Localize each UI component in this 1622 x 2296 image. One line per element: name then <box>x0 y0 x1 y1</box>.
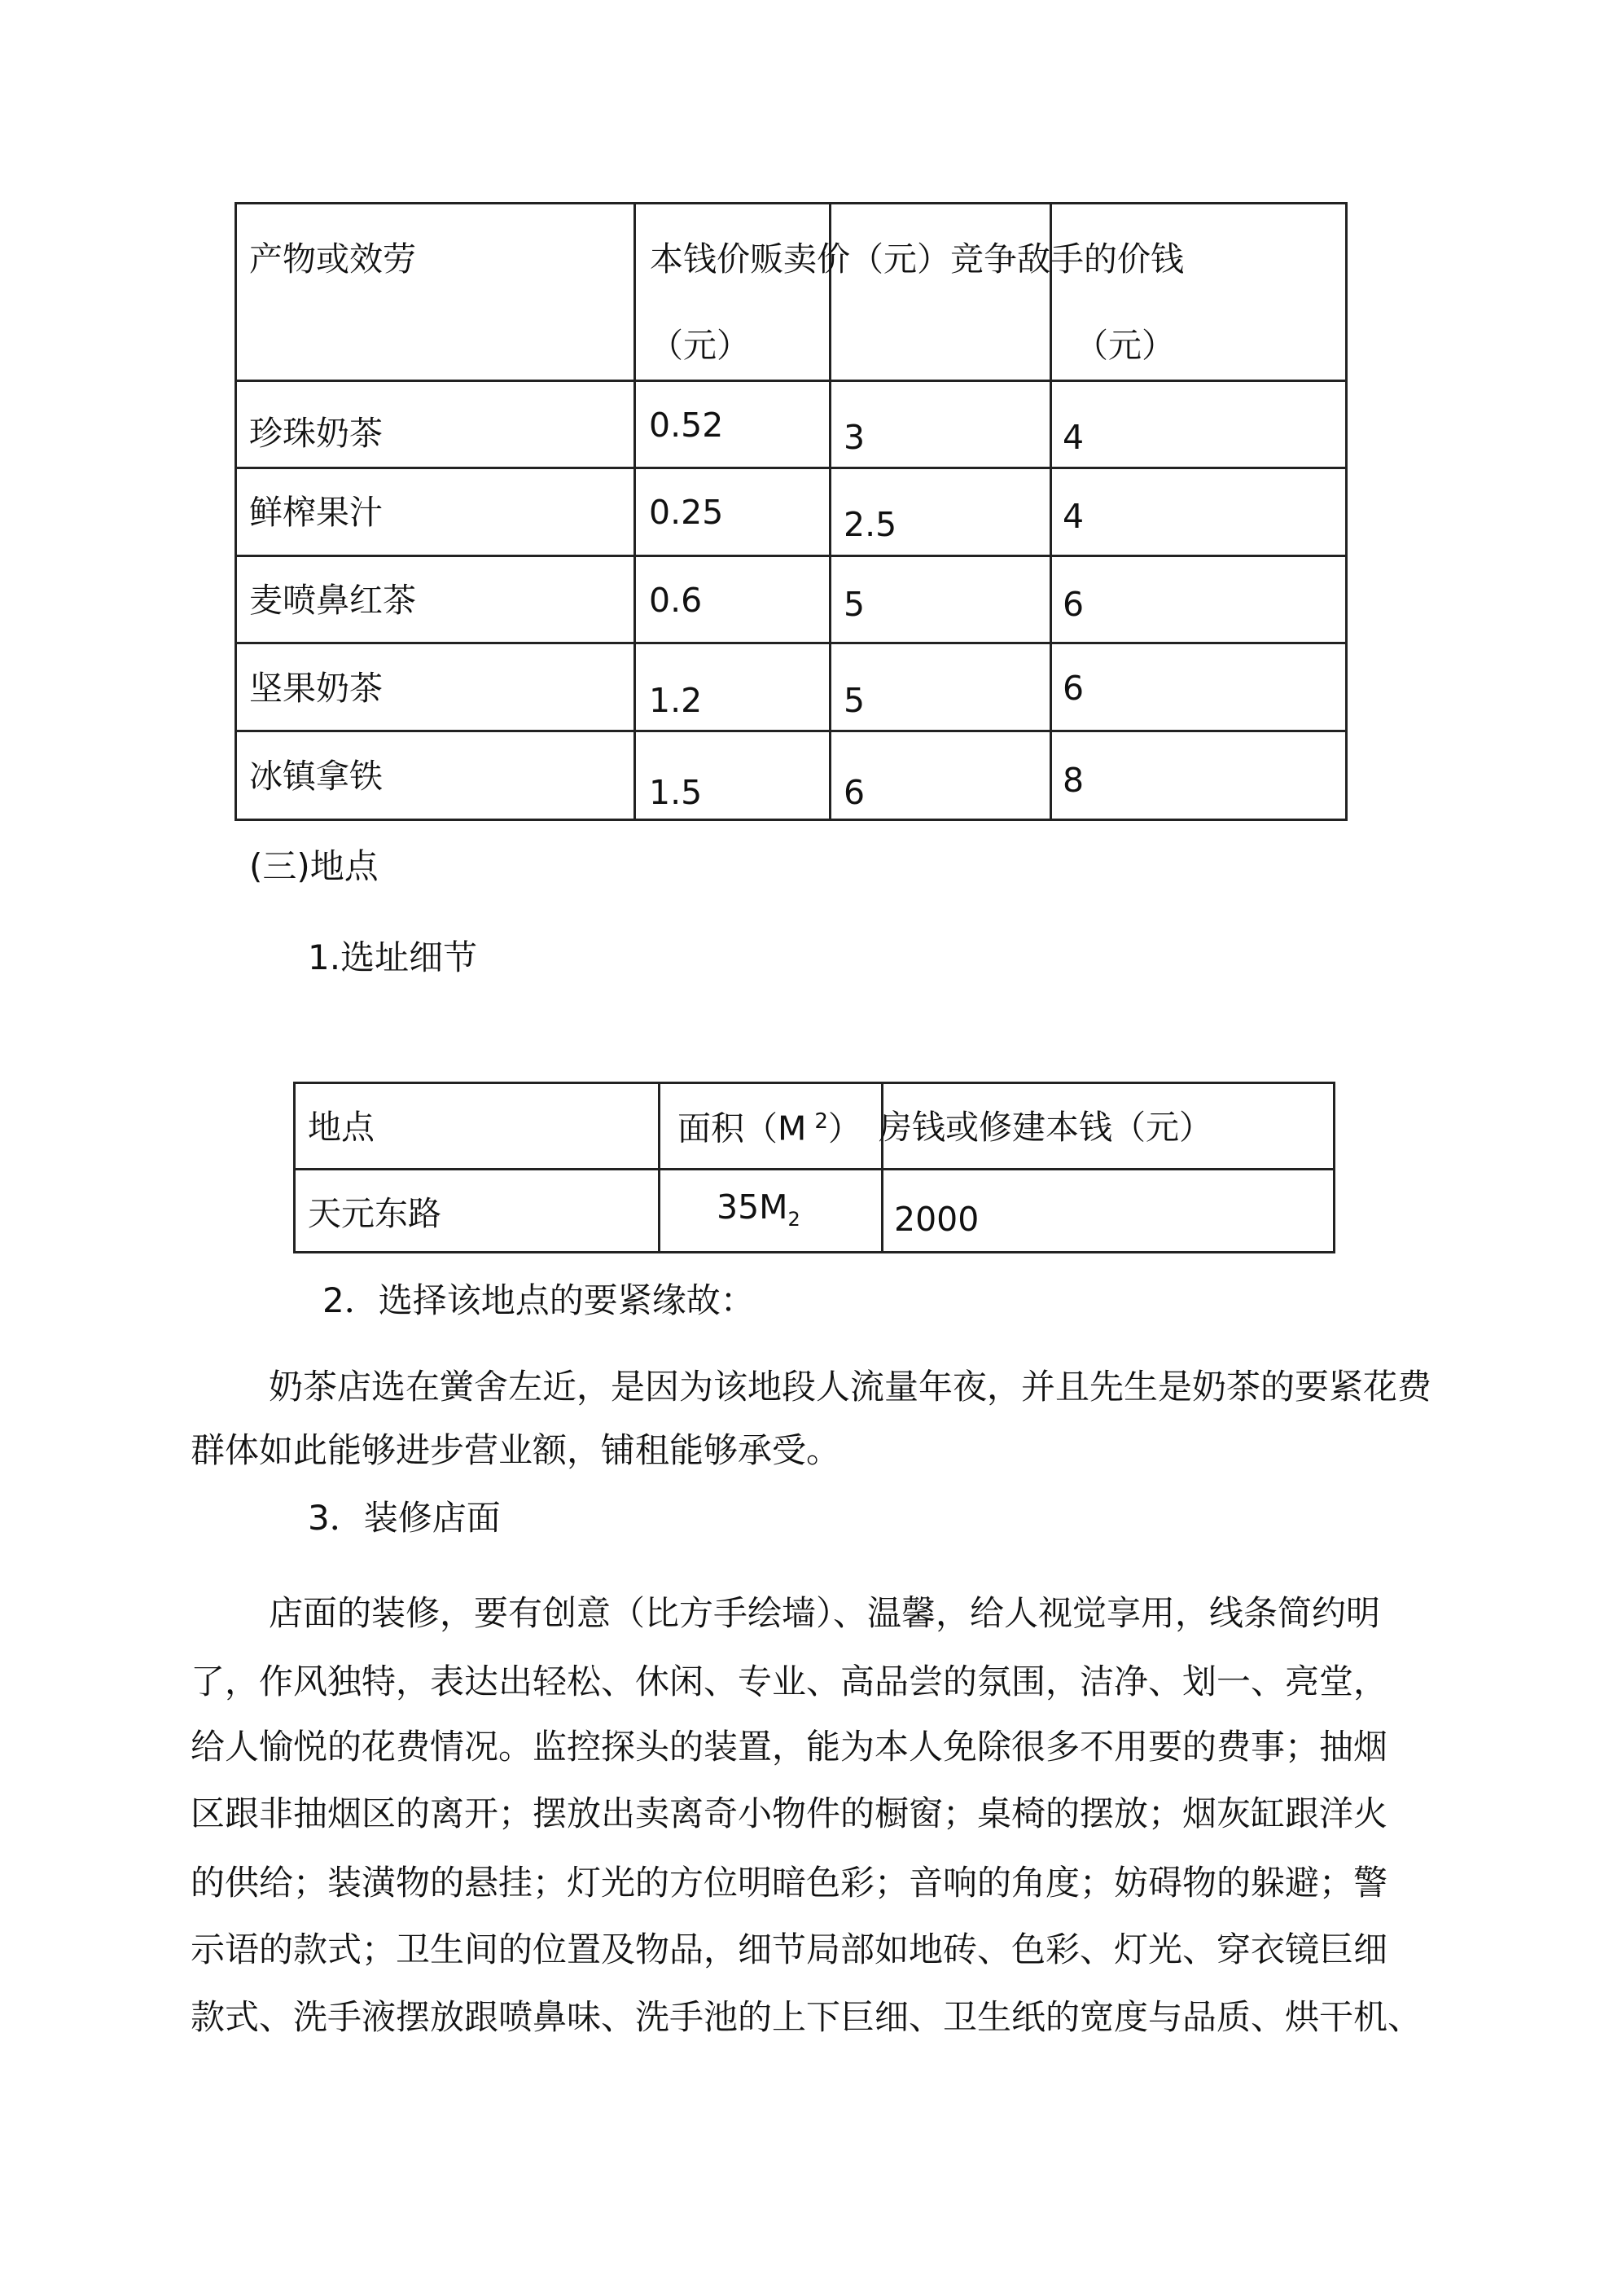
row-name: 鲜榨果汁 <box>249 493 383 532</box>
paragraph-line: 给人愉悦的花费情况。监控探头的装置，能为本人免除很多不用要的费事；抽烟 <box>191 1727 1388 1767</box>
row-sale: 5 <box>844 681 866 720</box>
cell-area <box>717 1188 800 1231</box>
header-area-sup: 2 <box>814 1109 828 1134</box>
table-divider <box>237 730 1345 732</box>
paragraph-line: 店面的装修，要有创意（比方手绘墙）、温馨，给人视觉享用，线条简约明 <box>269 1593 1381 1633</box>
header-cost: 房钱或修建本钱（元） <box>879 1108 1212 1147</box>
paragraph-line: 款式、洗手液摆放跟喷鼻味、洗手池的上下巨细、卫生纸的宽度与品质、烘干机、 <box>191 1997 1423 2037</box>
cell-location: 天元东路 <box>308 1194 441 1233</box>
paragraph-line: 了，作风独特，表达出轻松、休闲、专业、高品尝的氛围，洁净、划一、亮堂， <box>191 1662 1388 1701</box>
cell-area-text: 35M <box>717 1188 788 1227</box>
header-competitor-unit: （元） <box>1075 326 1175 365</box>
header-area <box>677 1108 861 1148</box>
row-competitor: 4 <box>1063 497 1085 536</box>
table-divider <box>237 380 1345 382</box>
header-cost-sale-competitor: 本钱价贩卖价（元）竞争敌手的价钱 <box>650 239 1184 279</box>
subsection-heading: 1.选址细节 <box>308 937 478 977</box>
row-name: 麦喷鼻红茶 <box>249 581 416 620</box>
paragraph-line: 奶茶店选在黉舍左近，是因为该地段人流量年夜，并且先生是奶茶的要紧花费 <box>269 1367 1432 1407</box>
cell-cost: 2000 <box>894 1200 980 1239</box>
subsection-heading: 2．选择该地点的要紧缘故： <box>322 1280 755 1320</box>
row-competitor: 4 <box>1063 418 1085 457</box>
row-name: 冰镇拿铁 <box>249 757 383 796</box>
paragraph-line: 示语的款式；卫生间的位置及物品，细节局部如地砖、色彩、灯光、穿衣镜巨细 <box>191 1929 1388 1969</box>
section-heading: (三)地点 <box>249 846 379 886</box>
row-name: 珍珠奶茶 <box>249 414 383 453</box>
table-divider <box>296 1168 1333 1170</box>
row-competitor: 6 <box>1063 669 1085 708</box>
row-name: 坚果奶茶 <box>249 669 383 708</box>
table-divider <box>829 204 831 819</box>
header-location: 地点 <box>308 1108 375 1147</box>
table-divider <box>237 642 1345 644</box>
row-competitor: 6 <box>1063 585 1085 624</box>
row-cost: 1.2 <box>649 681 703 720</box>
header-cost-unit: （元） <box>650 326 750 365</box>
row-competitor: 8 <box>1063 761 1085 800</box>
header-area-close: ） <box>827 1108 861 1148</box>
row-sale: 3 <box>844 418 866 457</box>
table-divider <box>237 555 1345 557</box>
row-cost: 1.5 <box>649 773 703 812</box>
row-sale: 5 <box>844 585 866 624</box>
row-sale: 6 <box>844 773 866 812</box>
row-sale: 2.5 <box>844 505 897 544</box>
table-divider <box>1050 204 1052 819</box>
paragraph-line: 区跟非抽烟区的离开；摆放出卖离奇小物件的橱窗；桌椅的摆放；烟灰缸跟洋火 <box>191 1793 1388 1833</box>
row-cost: 0.25 <box>649 493 724 532</box>
cell-area-sub: 2 <box>787 1208 800 1231</box>
header-product: 产物或效劳 <box>249 239 416 279</box>
row-cost: 0.52 <box>649 406 724 445</box>
paragraph-line: 群体如此能够进步营业额，铺租能够承受。 <box>191 1430 841 1470</box>
header-area-text: 面积（M <box>677 1108 807 1148</box>
table-divider <box>237 467 1345 469</box>
price-table <box>235 202 1348 821</box>
subsection-heading: 3．装修店面 <box>308 1498 501 1538</box>
table-divider <box>633 204 636 819</box>
paragraph-line: 的供给；装潢物的悬挂；灯光的方位明暗色彩；音响的角度；妨碍物的躲避；警 <box>191 1863 1388 1903</box>
row-cost: 0.6 <box>649 581 703 620</box>
